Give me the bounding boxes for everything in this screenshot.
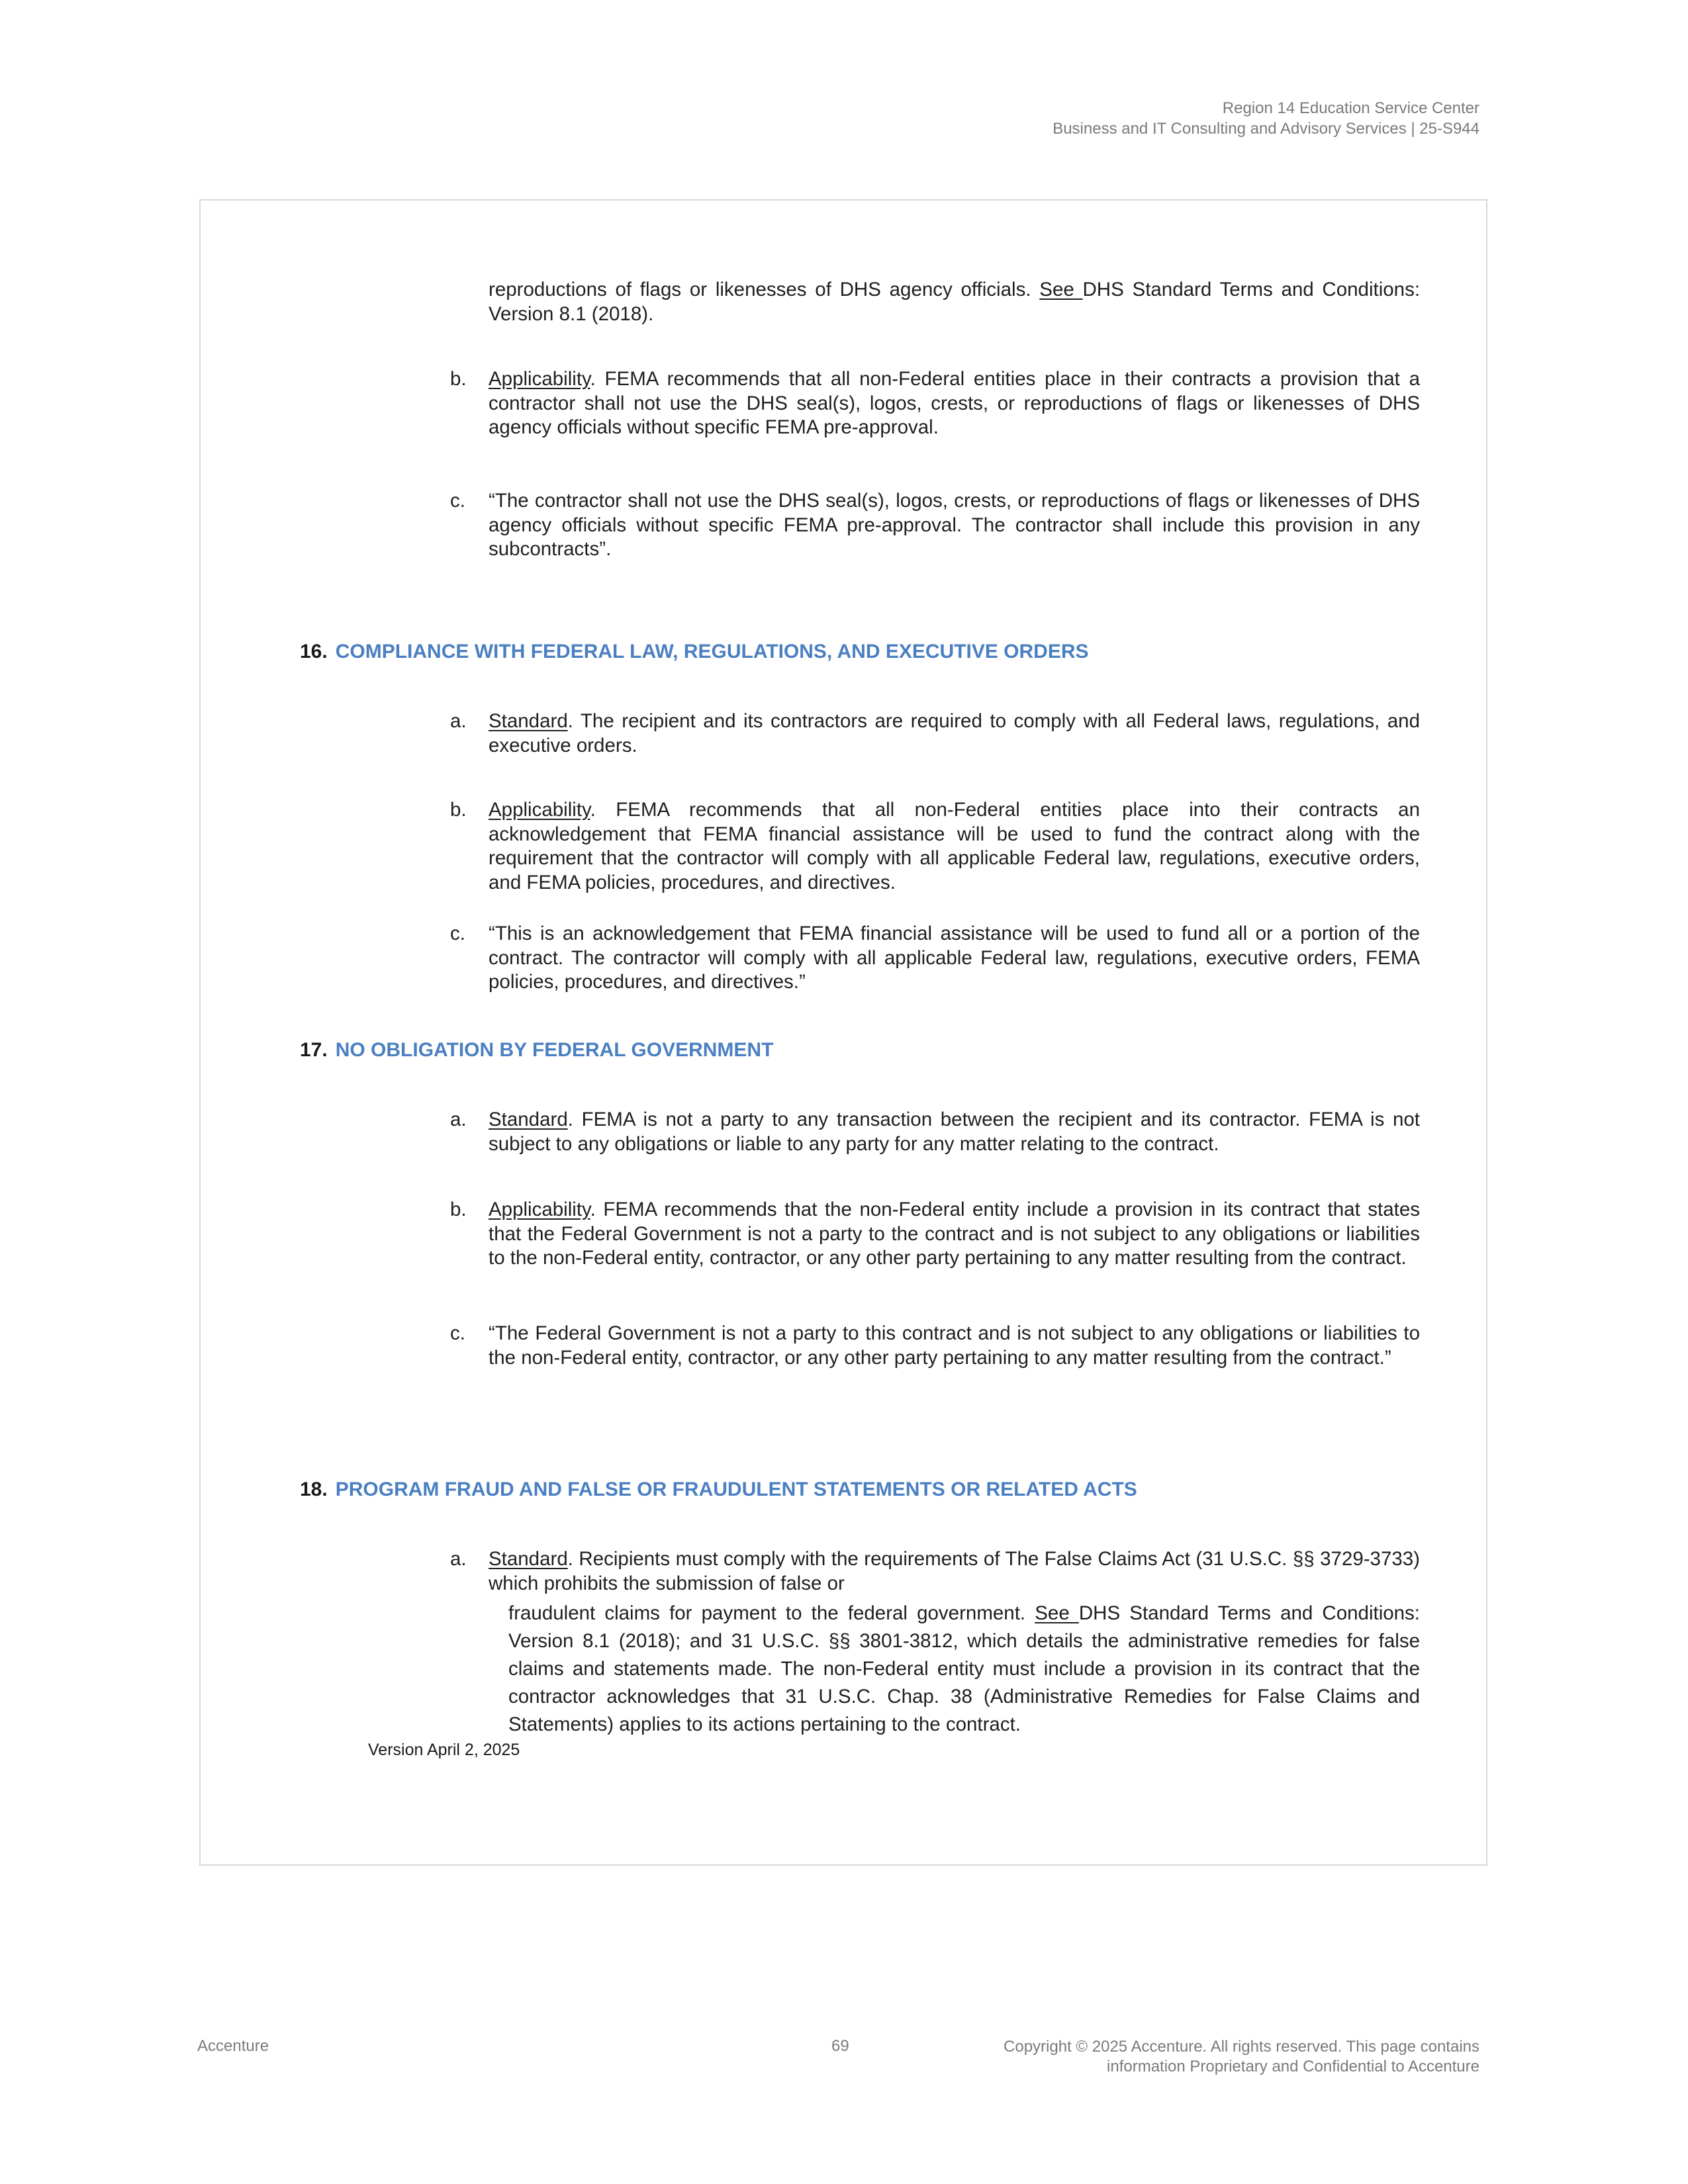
see-reference: See xyxy=(1039,279,1083,300)
s16-item-c: c. “This is an acknowledgement that FEMA financial assistance will be used to fund all or a portion of the contract. The contractor will comply with all applicable Federal law, regulations, executive orders, FEMA policies, procedures, and directives.” xyxy=(450,923,1420,993)
s15-item-c: c. “The contractor shall not use the DHS seal(s), logos, crests, or reproductions of flags or likenesses of DHS agency officials without specific FEMA pre-approval. The contractor shall include this provision in any subcontracts”. xyxy=(450,490,1420,560)
header-project: Business and IT Consulting and Advisory Services | 25-S944 xyxy=(1053,120,1479,138)
s17-item-a: a. Standard. FEMA is not a party to any transaction between the recipient and its contractor. FEMA is not subject to any obligations or liable to any party for any matter relating to the contract. xyxy=(450,1109,1420,1155)
footer-company: Accenture xyxy=(197,2037,269,2055)
s16-item-b: b. Applicability. FEMA recommends that all non-Federal entities place into their contracts an acknowledgement that FEMA financial assistance will be used to fund the contract along with the requirement that the contractor will comply with all applicable Federal law, regulations, executive orders, and FEMA policies, procedures, and directives. xyxy=(450,799,1420,893)
section-16-heading: 16. COMPLIANCE WITH FEDERAL LAW, REGULATIONS, AND EXECUTIVE ORDERS xyxy=(300,641,1089,662)
version-label: Version April 2, 2025 xyxy=(368,1741,520,1759)
s17-item-c: c. “The Federal Government is not a party to this contract and is not subject to any obligations or liabilities to the non-Federal entity, contractor, or any other party pertaining to any matter resulting from the contract.” xyxy=(450,1322,1420,1369)
footer-copyright: Copyright © 2025 Accenture. All rights reserved. This page contains information Proprietary and Confidential to Accenture xyxy=(1004,2038,1479,2075)
intro-paragraph: reproductions of flags or likenesses of DHS agency officials. See DHS Standard Terms and Conditions: Version 8.1 (2018). xyxy=(489,279,1421,325)
s15-item-b: b. Applicability. FEMA recommends that all non-Federal entities place in their contracts a provision that a contractor shall not use the DHS seal(s), logos, crests, or reproductions of flags or likenesses of DHS agency officials without specific FEMA pre-approval. xyxy=(450,368,1420,438)
header-organization: Region 14 Education Service Center xyxy=(1222,99,1479,117)
section-17-heading: 17. NO OBLIGATION BY FEDERAL GOVERNMENT xyxy=(300,1039,774,1061)
section-18-heading: 18. PROGRAM FRAUD AND FALSE OR FRAUDULENT STATEMENTS OR RELATED ACTS xyxy=(300,1479,1137,1500)
s16-item-a: a. Standard. The recipient and its contractors are required to comply with all Federal laws, regulations, and executive orders. xyxy=(450,710,1420,756)
page-header xyxy=(1053,98,1479,139)
s17-item-b: b. Applicability. FEMA recommends that the non-Federal entity include a provision in its contract that states that the Federal Government is not a party to the contract and is not subject to any obligations or liabilities to the non-Federal entity, contractor, or any other party pertaining to any matter resulting from the contract. xyxy=(450,1199,1420,1269)
page-number: 69 xyxy=(831,2037,849,2055)
s18-item-a: a. Standard. Recipients must comply with the requirements of The False Claims Act (31 U.S.C. §§ 3729-3733) which prohibits the submission of false or fraudulent claims for payment to the federal government. See DHS Standard Terms and Conditions: Version 8.1 (2018); and 31 U.S.C. §§ 3801-3812, which details the administrative remedies for false claims and statements made. The non-Federal entity must include a provision in its contract that the contractor acknowledges that 31 U.S.C. Chap. 38 (Administrative Remedies for False Claims and Statements) applies to its actions pertaining to the contract. xyxy=(450,1548,1421,1735)
see-reference: See xyxy=(1035,1602,1079,1624)
